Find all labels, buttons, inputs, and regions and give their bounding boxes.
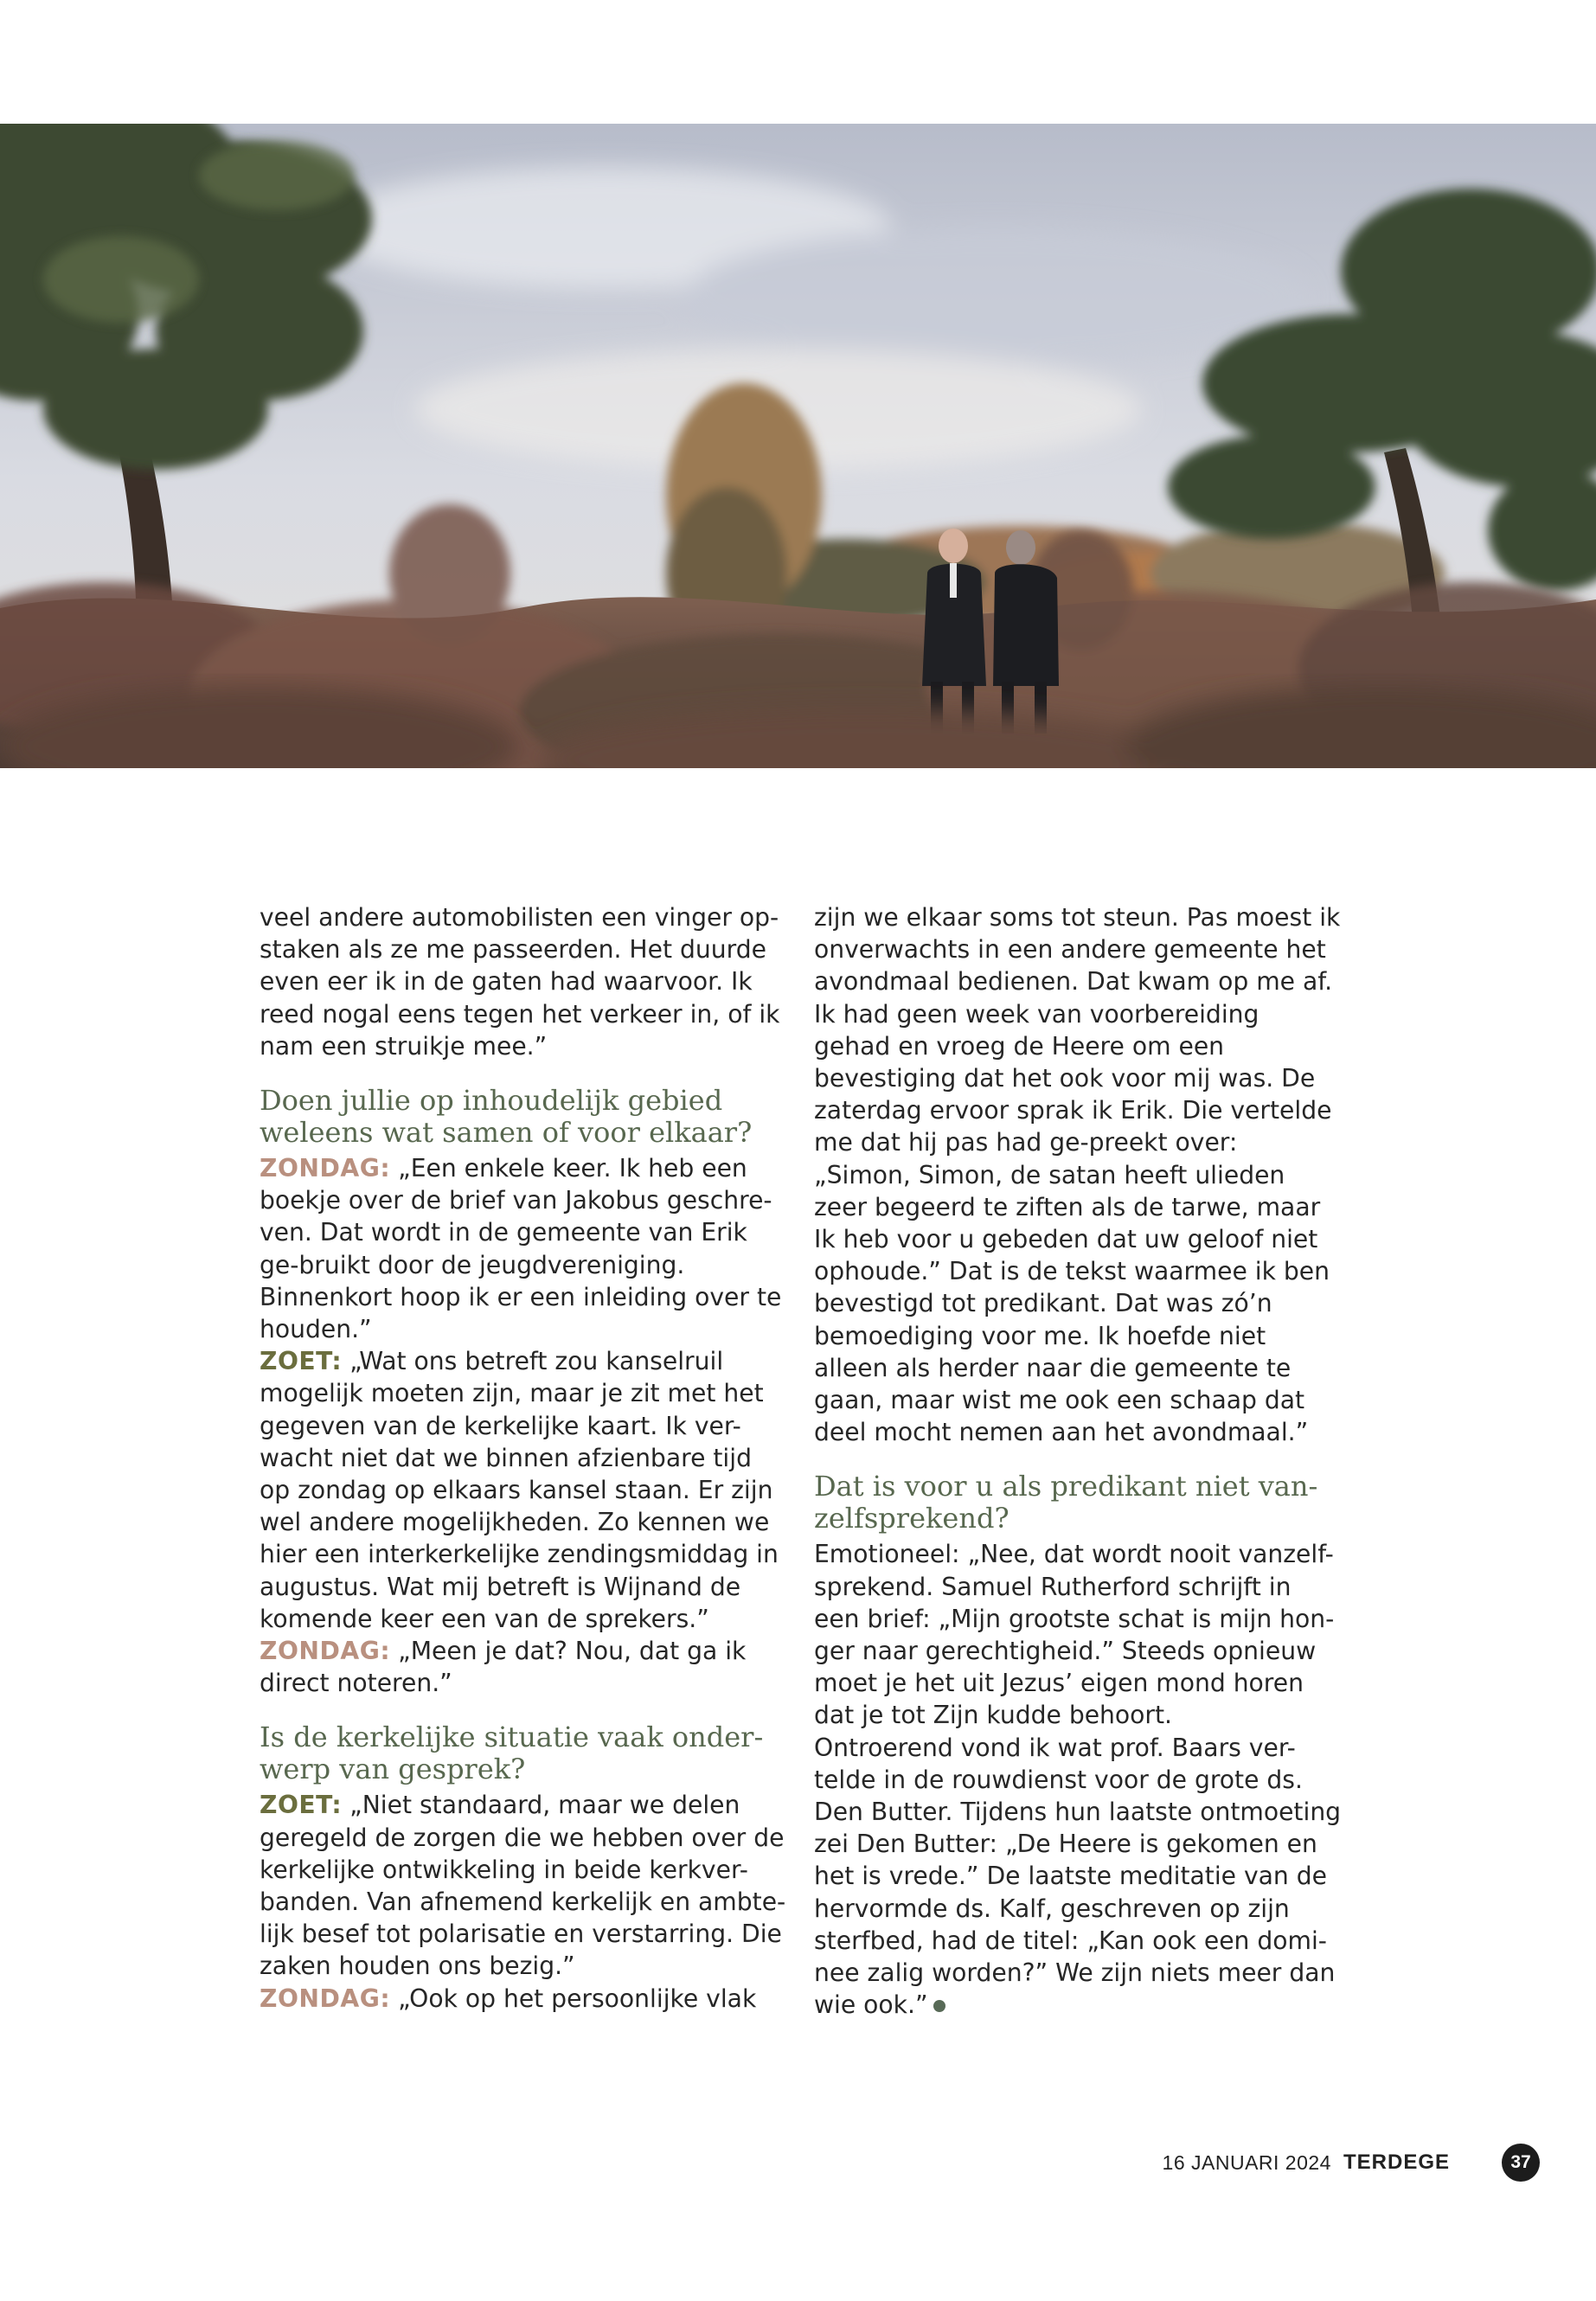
answer-text: „Ook op het persoonlijke vlak — [390, 1984, 757, 2013]
answer-paragraph — [260, 1983, 787, 2015]
article-column-right — [814, 901, 1342, 2022]
interview-question: Dat is voor u als predikant niet van-zelfsprekend? — [814, 1470, 1318, 1535]
heath-landscape-image — [0, 124, 1596, 768]
paragraph — [814, 1732, 1342, 2022]
page-footer — [1038, 2145, 1540, 2180]
speaker-label: ZOET: — [260, 1347, 343, 1376]
end-bullet-icon — [933, 2000, 945, 2012]
magazine-name: TERDEGE — [1343, 2150, 1450, 2174]
speaker-label: ZONDAG: — [260, 1637, 391, 1666]
paragraph: veel andere automobilisten een vinger op-staken als ze me passeerden. Het duurde even eer ik in de gaten had waarvoor. Ik reed nogal eens tegen het verkeer in, of ik nam een struikje mee.” — [260, 903, 780, 1061]
article-column-left — [260, 901, 787, 2015]
answer-text: „Meen je dat? Nou, dat ga ik direct noteren.” — [260, 1637, 747, 1698]
answer-paragraph — [260, 1152, 787, 1345]
page-number: 37 — [1502, 2144, 1540, 2182]
interview-question: Doen jullie op inhoudelijk gebied weleens wat samen of voor elkaar? — [260, 1084, 753, 1150]
answer-text: „Wat ons betreft zou kanselruil mogelijk moeten zijn, maar je zit met het gegeven van de kerkelijke kaart. Ik ver-wacht niet dat we binnen afzienbare tijd op zondag op elkaars kansel staan. Er zijn wel andere mogelijkheden. Zo kennen we hier een interkerkelijke zendingsmiddag in augustus. Wat mij betreft is Wijnand de komende keer een van de sprekers.” — [260, 1347, 779, 1633]
answer-text: „Niet standaard, maar we delen geregeld de zorgen die we hebben over de kerkelijke ontwikkeling in beide kerkver-banden. Van afnemend kerkelijk en ambte-lijk besef tot polarisatie en verstarring. Die zaken houden ons bezig.” — [260, 1791, 786, 1981]
issue-date: 16 JANUARI 2024 — [1162, 2150, 1331, 2174]
paragraph: Emotioneel: „Nee, dat wordt nooit vanzelf-sprekend. Samuel Rutherford schrijft in een brief: „Mijn grootste schat is mijn hon-ger naar gerechtigheid.” Steeds opnieuw moet je het uit Jezus’ eigen mond horen dat je tot Zijn kudde behoort. — [814, 1540, 1335, 1730]
paragraph-text: Ontroerend vond ik wat prof. Baars ver-telde in de rouwdienst voor de grote ds. Den Butter. Tijdens hun laatste ontmoeting zei Den Butter: „De Heere is gekomen en het is vrede.” De laatste meditatie van de hervormde ds. Kalf, geschreven op zijn sterfbed, had de titel: „Kan ook een domi-nee zalig worden?” We zijn niets meer dan wie ook.” — [814, 1733, 1342, 2020]
speaker-label: ZONDAG: — [260, 1154, 391, 1183]
paragraph: zijn we elkaar soms tot steun. Pas moest ik onverwachts in een andere gemeente het avondmaal bedienen. Dat kwam op me af. Ik had geen week van voorbereiding gehad en vroeg de Heere om een bevestiging dat het ook voor mij was. De zaterdag ervoor sprak ik Erik. Die vertelde me dat hij pas had ge-preekt over: „Simon, Simon, de satan heeft ulieden zeer begeerd te ziften als de tarwe, maar Ik heb voor u gebeden dat uw geloof niet ophoude.” Dat is de tekst waarmee ik ben bevestigd tot predikant. Dat was zó’n bemoediging voor me. Ik hoefde niet alleen als herder naar die gemeente te gaan, maar wist me ook een schaap dat deel mocht nemen aan het avondmaal.” — [814, 903, 1341, 1447]
answer-paragraph — [260, 1635, 787, 1699]
speaker-label: ZOET: — [260, 1791, 343, 1820]
answer-paragraph — [260, 1345, 787, 1635]
header-photo — [0, 124, 1596, 768]
answer-text: „Een enkele keer. Ik heb een boekje over de brief van Jakobus geschre-ven. Dat wordt in de gemeente van Erik ge-bruikt door de jeugdvereniging. Binnenkort hoop ik er een inleiding over te houden.” — [260, 1154, 782, 1344]
speaker-label: ZONDAG: — [260, 1984, 391, 2013]
answer-paragraph — [260, 1789, 787, 1982]
interview-question: Is de kerkelijke situatie vaak onder-werp van gesprek? — [260, 1721, 764, 1786]
